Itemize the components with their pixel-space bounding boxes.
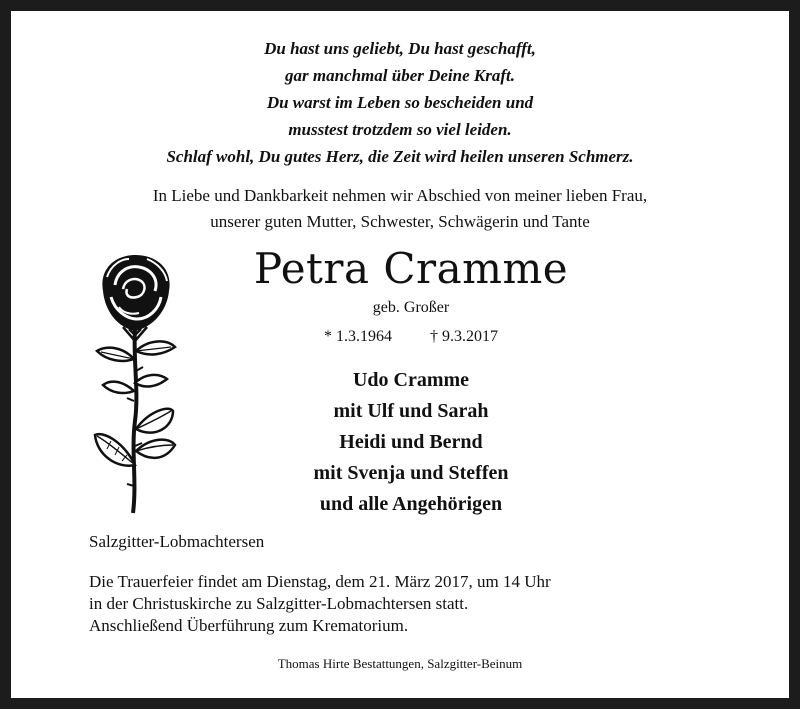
mourner-line: mit Svenja und Steffen — [313, 462, 509, 484]
birth-date: * 1.3.1964 — [324, 328, 392, 345]
mourner-line: mit Ulf und Sarah — [333, 400, 489, 422]
maiden-name: geb. Großer — [372, 299, 450, 316]
intro-line: unserer guten Mutter, Schwester, Schwägerin und Tante — [210, 212, 590, 231]
mourners — [211, 365, 611, 520]
life-dates — [261, 326, 561, 348]
poem-line: musstest trotzdem so viel leiden. — [288, 120, 512, 139]
intro-line: In Liebe und Dankbarkeit nehmen wir Abschied von meiner lieben Frau, — [152, 186, 648, 205]
funeral-line: Anschließend Überführung zum Krematorium. — [89, 616, 409, 635]
death-date: † 9.3.2017 — [430, 328, 498, 345]
rose-icon — [89, 251, 181, 521]
intro-text — [11, 183, 789, 235]
poem-line: Du warst im Leben so bescheiden und — [266, 93, 534, 112]
undertaker-credit: Thomas Hirte Bestattungen, Salzgitter-Beinum — [277, 656, 523, 671]
mourner-line: Udo Cramme — [352, 369, 470, 391]
poem-line: gar manchmal über Deine Kraft. — [285, 66, 515, 85]
poem-line: Du hast uns geliebt, Du hast geschafft, — [264, 39, 536, 58]
funeral-details — [89, 571, 551, 637]
poem-line: Schlaf wohl, Du gutes Herz, die Zeit wird heilen unseren Schmerz. — [166, 147, 634, 166]
place-name: Salzgitter-Lobmachtersen — [89, 532, 265, 551]
mourner-line: und alle Angehörigen — [319, 493, 503, 515]
poem — [11, 35, 789, 170]
mourner-line: Heidi und Bernd — [339, 431, 483, 453]
funeral-line: in der Christuskirche zu Salzgitter-Lobmachtersen statt. — [89, 594, 469, 613]
funeral-line: Die Trauerfeier findet am Dienstag, dem 21. März 2017, um 14 Uhr — [89, 572, 551, 591]
deceased-name: Petra Cramme — [253, 244, 569, 293]
